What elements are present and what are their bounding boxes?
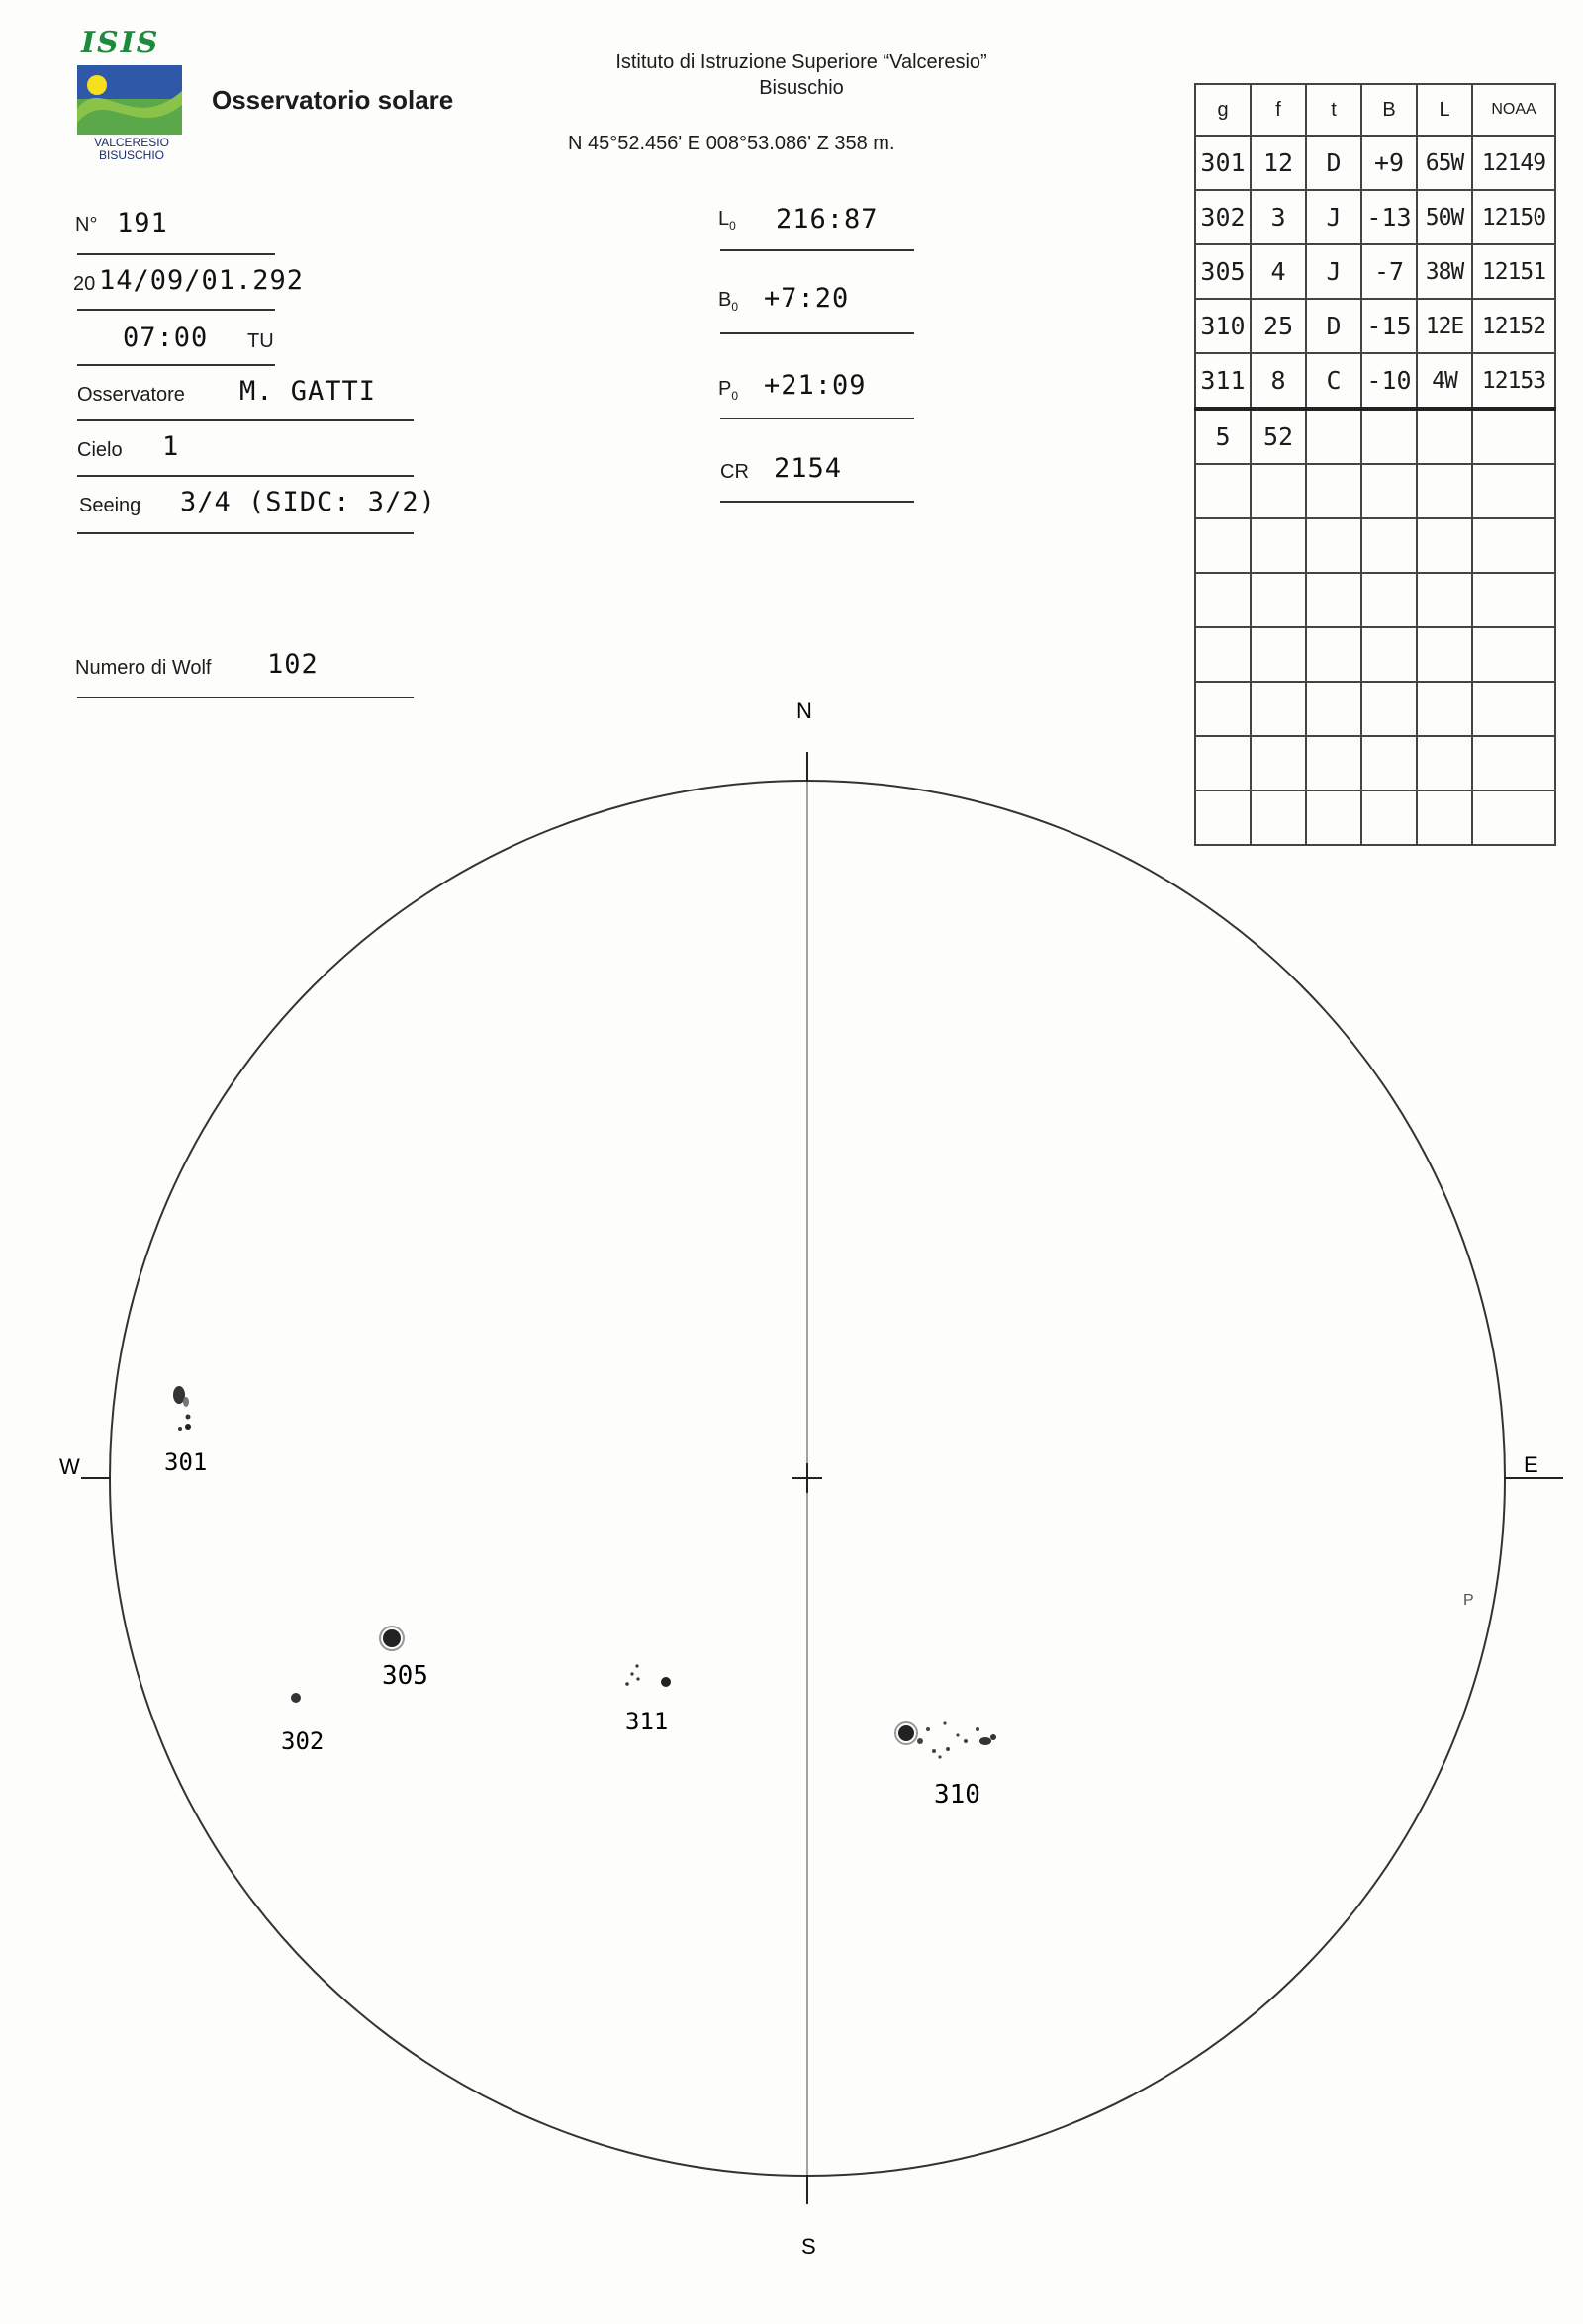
cell-type: C: [1306, 353, 1361, 409]
sunspot: [956, 1733, 959, 1736]
cell-longitude: 12E: [1417, 299, 1472, 353]
b0-subscript: 0: [731, 300, 739, 314]
sunspot: [926, 1727, 930, 1731]
seeing-label: Seeing: [79, 495, 141, 516]
sunspot: [917, 1738, 923, 1744]
number-value: 191: [117, 208, 168, 238]
header-noaa: NOAA: [1472, 84, 1555, 136]
date-prefix: 20: [73, 273, 96, 295]
cell-group: 311: [1195, 353, 1251, 409]
sunspot: [946, 1747, 950, 1751]
cell-group: 301: [1195, 136, 1251, 190]
wolf-label: Numero di Wolf: [75, 657, 212, 679]
sunspot: [932, 1749, 936, 1753]
header-b: B: [1361, 84, 1417, 136]
sunspot: [636, 1677, 639, 1680]
header-t: t: [1306, 84, 1361, 136]
cell-longitude: 65W: [1417, 136, 1472, 190]
sunspot: [990, 1734, 996, 1740]
p0-value: +21:09: [764, 370, 867, 401]
north-label: N: [796, 698, 812, 723]
sunspot: [183, 1397, 189, 1407]
b0-value: +7:20: [764, 283, 850, 314]
sunspot-group-301: [173, 1386, 191, 1431]
wolf-value: 102: [267, 649, 319, 680]
cell-noaa: 12151: [1472, 244, 1555, 299]
sunspot: [186, 1415, 191, 1420]
cell-type: J: [1306, 190, 1361, 244]
institute-name: Istituto di Istruzione Superiore “Valceresio”: [615, 51, 987, 73]
observer-value: M. GATTI: [239, 376, 377, 407]
cell-latitude: -15: [1361, 299, 1417, 353]
cell-latitude: +9: [1361, 136, 1417, 190]
cell-spots: 8: [1251, 353, 1306, 409]
observer-label: Osservatore: [77, 384, 185, 406]
cell-group: 310: [1195, 299, 1251, 353]
cell-group: 302: [1195, 190, 1251, 244]
sunspot: [291, 1693, 301, 1703]
header-l: L: [1417, 84, 1472, 136]
sunspot: [964, 1739, 968, 1743]
sunspot: [938, 1755, 941, 1758]
cell-group: 305: [1195, 244, 1251, 299]
sunspot: [943, 1721, 946, 1724]
sunspot: [635, 1664, 638, 1667]
seeing-value: 3/4 (SIDC: 3/2): [180, 487, 436, 517]
sunspot: [185, 1424, 191, 1430]
sunspot: [976, 1727, 979, 1731]
west-label: W: [59, 1454, 80, 1479]
observatory-coordinates: N 45°52.456' E 008°53.086' Z 358 m.: [568, 133, 895, 154]
east-label: E: [1524, 1452, 1538, 1477]
sunspot-group-311: [625, 1664, 671, 1687]
total-groups: 5: [1195, 409, 1251, 464]
observatory-title: Osservatorio solare: [212, 85, 454, 115]
l0-value: 216:87: [776, 204, 879, 234]
cell-spots: 25: [1251, 299, 1306, 353]
logo-caption-line2: BISUSCHIO: [98, 148, 164, 162]
logo-wordmark: ISIS: [81, 26, 160, 60]
cell-latitude: -10: [1361, 353, 1417, 409]
cell-spots: 12: [1251, 136, 1306, 190]
time-unit: TU: [247, 330, 274, 352]
cell-noaa: 12152: [1472, 299, 1555, 353]
sunspot: [625, 1682, 629, 1686]
p0-letter: P: [718, 378, 732, 400]
cell-type: D: [1306, 136, 1361, 190]
header-g: g: [1195, 84, 1251, 136]
cell-longitude: 38W: [1417, 244, 1472, 299]
number-label: N°: [75, 214, 98, 235]
time-value: 07:00: [123, 323, 209, 353]
cell-spots: 3: [1251, 190, 1306, 244]
cell-longitude: 4W: [1417, 353, 1472, 409]
b0-letter: B: [718, 289, 732, 311]
cr-value: 2154: [774, 453, 843, 484]
group-label-301: 301: [164, 1448, 208, 1476]
cell-type: J: [1306, 244, 1361, 299]
cell-noaa: 12149: [1472, 136, 1555, 190]
sunspot: [661, 1677, 671, 1687]
cell-latitude: -13: [1361, 190, 1417, 244]
total-spots: 52: [1251, 409, 1306, 464]
l0-subscript: 0: [729, 219, 736, 232]
sunspot-group-305: [380, 1627, 404, 1650]
date-value: 14/09/01.292: [99, 265, 305, 296]
sunspot-group-310: [895, 1721, 996, 1758]
cell-noaa: 12153: [1472, 353, 1555, 409]
sunspot-group-302: [291, 1693, 301, 1703]
pole-mark: P: [1463, 1592, 1474, 1609]
sunspot: [178, 1427, 182, 1431]
sunspot: [630, 1672, 633, 1675]
sunspot: [979, 1737, 991, 1745]
cr-label: CR: [720, 461, 749, 483]
p0-subscript: 0: [731, 389, 739, 403]
cell-spots: 4: [1251, 244, 1306, 299]
sunspot: [898, 1725, 914, 1741]
group-label-311: 311: [625, 1708, 669, 1735]
logo-caption-line1: VALCERESIO: [94, 136, 169, 149]
l0-letter: L: [718, 208, 730, 230]
institute-town: Bisuschio: [759, 77, 844, 99]
sky-value: 1: [162, 431, 180, 462]
south-label: S: [801, 2234, 816, 2259]
sky-label: Cielo: [77, 439, 123, 461]
cell-type: D: [1306, 299, 1361, 353]
header-f: f: [1251, 84, 1306, 136]
cell-noaa: 12150: [1472, 190, 1555, 244]
group-label-302: 302: [281, 1727, 325, 1755]
cell-latitude: -7: [1361, 244, 1417, 299]
cell-longitude: 50W: [1417, 190, 1472, 244]
sunspot: [383, 1629, 401, 1647]
group-label-310: 310: [934, 1780, 980, 1810]
group-label-305: 305: [382, 1661, 428, 1691]
